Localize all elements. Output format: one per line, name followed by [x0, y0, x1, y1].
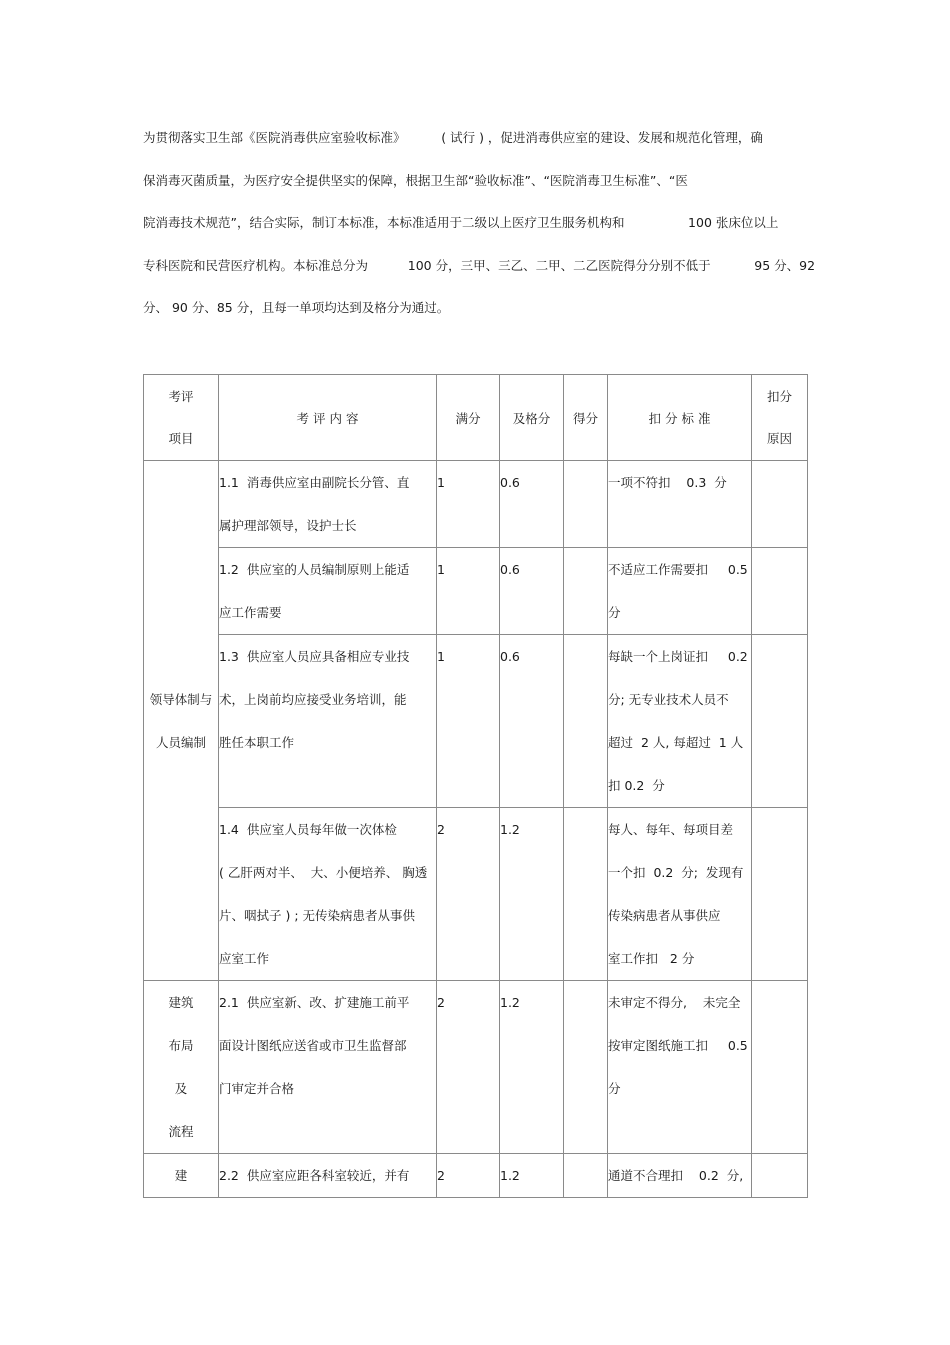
- intro-line-4: 专科医院和民营医疗机构。本标准总分为 100 分，三甲、三乙、二甲、二乙医院得分分别不低于 95 分、92: [143, 258, 816, 273]
- table-row: [144, 548, 808, 635]
- pass-score-cell: 0.6: [500, 548, 564, 635]
- pass-score-cell: 1.2: [500, 1154, 564, 1198]
- header-item: 考评 项目: [144, 375, 219, 461]
- deduction-reason-cell: [752, 981, 808, 1154]
- header-row: [144, 375, 808, 461]
- header-full-score: 满分: [437, 375, 500, 461]
- content-cell: 1.3 供应室人员应具备相应专业技 术，上岗前均应接受业务培训，能 胜任本职工作: [219, 635, 437, 808]
- full-score-cell: 1: [437, 548, 500, 635]
- pass-score-cell: 0.6: [500, 635, 564, 808]
- deduction-reason-cell: [752, 461, 808, 548]
- full-score-cell: 1: [437, 635, 500, 808]
- content-cell: 2.1 供应室新、改、扩建施工前平 面设计图纸应送省或市卫生监督部 门审定并合格: [219, 981, 437, 1154]
- pass-score-cell: 1.2: [500, 981, 564, 1154]
- category-cell: 建筑 布局 及 流程: [144, 981, 219, 1154]
- table-row: [144, 1154, 808, 1198]
- table-row: [144, 461, 808, 548]
- header-score: 得分: [564, 375, 608, 461]
- full-score-cell: 2: [437, 1154, 500, 1198]
- pass-score-cell: 0.6: [500, 461, 564, 548]
- deduction-rule-cell: 一项不符扣 0.3 分: [608, 461, 752, 548]
- full-score-cell: 2: [437, 808, 500, 981]
- score-cell: [564, 461, 608, 548]
- deduction-rule-cell: 未审定不得分, 未完全 按审定图纸施工扣 0.5 分: [608, 981, 752, 1154]
- deduction-rule-cell: 不适应工作需要扣 0.5 分: [608, 548, 752, 635]
- score-cell: [564, 635, 608, 808]
- assessment-table: [143, 374, 808, 1198]
- header-pass-score: 及格分: [500, 375, 564, 461]
- content-cell: 1.4 供应室人员每年做一次体检 ( 乙肝两对半、 大、小便培养、 胸透 片、咽拭子 ) ; 无传染病患者从事供 应室工作: [219, 808, 437, 981]
- full-score-cell: 1: [437, 461, 500, 548]
- intro-line-5: 分、 90 分、85 分，且每一单项均达到及格分为通过。: [143, 300, 450, 315]
- deduction-reason-cell: [752, 635, 808, 808]
- intro-line-1: 为贯彻落实卫生部《医院消毒供应室验收标准》 ( 试行 ) ，促进消毒供应室的建设、发展和规范化管理，确: [143, 130, 763, 145]
- header-deduction-rule: 扣 分 标 准: [608, 375, 752, 461]
- intro-line-3: 院消毒技术规范”，结合实际，制订本标准，本标准适用于二级以上医疗卫生服务机构和 100 张床位以上: [143, 215, 779, 230]
- score-cell: [564, 981, 608, 1154]
- header-content: 考 评 内 容: [219, 375, 437, 461]
- content-cell: 1.1 消毒供应室由副院长分管、直 属护理部领导，设护士长: [219, 461, 437, 548]
- deduction-rule-cell: 通道不合理扣 0.2 分,: [608, 1154, 752, 1198]
- content-cell: 2.2 供应室应距各科室较近，并有: [219, 1154, 437, 1198]
- pass-score-cell: 1.2: [500, 808, 564, 981]
- deduction-reason-cell: [752, 1154, 808, 1198]
- full-score-cell: 2: [437, 981, 500, 1154]
- category-cell: 领导体制与 人员编制: [144, 461, 219, 981]
- table-row: [144, 981, 808, 1154]
- score-cell: [564, 548, 608, 635]
- deduction-reason-cell: [752, 548, 808, 635]
- score-cell: [564, 808, 608, 981]
- intro-line-2: 保消毒灭菌质量，为医疗安全提供坚实的保障，根据卫生部“验收标准”、“医院消毒卫生标准”、“医: [143, 173, 688, 188]
- category-cell: 建: [144, 1154, 219, 1198]
- score-cell: [564, 1154, 608, 1198]
- table-row: [144, 635, 808, 808]
- header-deduction-reason: 扣分 原因: [752, 375, 808, 461]
- deduction-reason-cell: [752, 808, 808, 981]
- deduction-rule-cell: 每人、每年、每项目差 一个扣 0.2 分; 发现有 传染病患者从事供应 室工作扣 2 分: [608, 808, 752, 981]
- table-row: [144, 808, 808, 981]
- content-cell: 1.2 供应室的人员编制原则上能适 应工作需要: [219, 548, 437, 635]
- deduction-rule-cell: 每缺一个上岗证扣 0.2 分; 无专业技术人员不 超过 2 人, 每超过 1 人 扣 0.2 分: [608, 635, 752, 808]
